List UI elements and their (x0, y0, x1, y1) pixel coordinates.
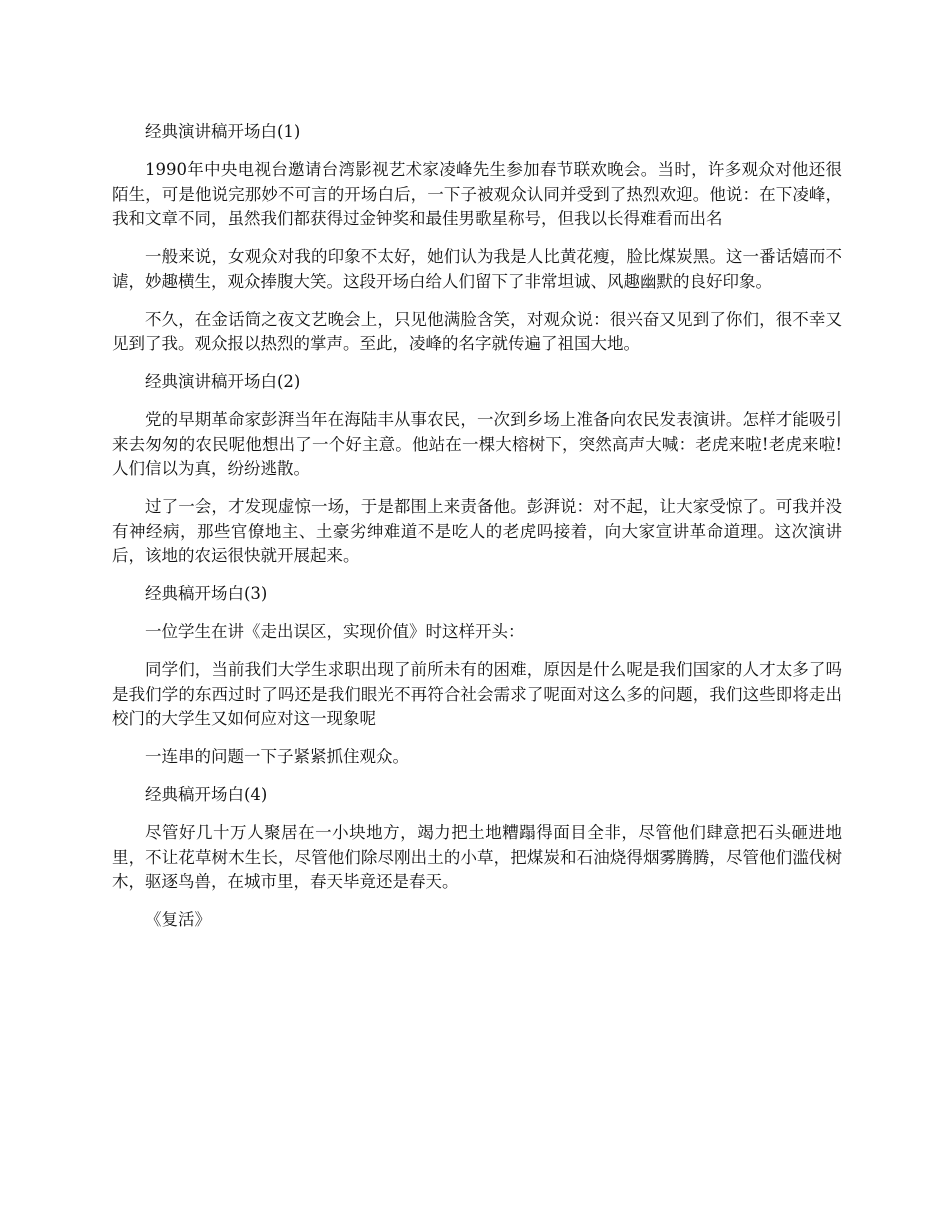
document-page (112, 120, 842, 946)
paragraph: 一般来说，女观众对我的印象不太好，她们认为我是人比黄花瘦，脸比煤炭黑。这一番话嬉而不谑，妙趣横生，观众捧腹大笑。这段开场白给人们留下了非常坦诚、风趣幽默的良好印象。 (112, 247, 842, 291)
section-heading-2: 经典演讲稿开场白(2) (145, 372, 301, 391)
paragraph: 尽管好几十万人聚居在一小块地方，竭力把土地糟蹋得面目全非，尽管他们肆意把石头砸进地里，不让花草树木生长，尽管他们除尽刚出土的小草，把煤炭和石油烧得烟雾腾腾，尽管他们滥伐树木，驱逐鸟兽，在城市里，春天毕竟还是春天。 (112, 823, 842, 891)
paragraph: 一连串的问题一下子紧紧抓住观众。 (145, 747, 409, 766)
section-heading-4: 经典稿开场白(4) (145, 785, 268, 804)
book-title: 《复活》 (145, 910, 211, 929)
paragraph: 过了一会，才发现虚惊一场，于是都围上来责备他。彭湃说：对不起，让大家受惊了。可我并没有神经病，那些官僚地主、土豪劣绅难道不是吃人的老虎吗接着，向大家宣讲革命道理。这次演讲后，该地的农运很快就开展起来。 (112, 497, 842, 565)
section-heading-1: 经典演讲稿开场白(1) (145, 122, 301, 141)
paragraph: 不久，在金话筒之夜文艺晚会上，只见他满脸含笑，对观众说：很兴奋又见到了你们，很不幸又见到了我。观众报以热烈的掌声。至此，凌峰的名字就传遍了祖国大地。 (112, 309, 842, 353)
section-heading-3: 经典稿开场白(3) (145, 584, 268, 603)
paragraph: 同学们，当前我们大学生求职出现了前所未有的困难，原因是什么呢是我们国家的人才太多了吗是我们学的东西过时了吗还是我们眼光不再符合社会需求了呢面对这么多的问题，我们这些即将走出校门的大学生又如何应对这一现象呢 (112, 660, 842, 728)
paragraph: 党的早期革命家彭湃当年在海陆丰从事农民，一次到乡场上准备向农民发表演讲。怎样才能吸引来去匆匆的农民呢他想出了一个好主意。他站在一棵大榕树下，突然高声大喊：老虎来啦!老虎来啦!人们信以为真，纷纷逃散。 (112, 410, 842, 478)
paragraph: 1990年中央电视台邀请台湾影视艺术家凌峰先生参加春节联欢晚会。当时，许多观众对他还很陌生，可是他说完那妙不可言的开场白后，一下子被观众认同并受到了热烈欢迎。他说：在下凌峰，我和文章不同，虽然我们都获得过金钟奖和最佳男歌星称号，但我以长得难看而出名 (112, 160, 842, 228)
paragraph: 一位学生在讲《走出误区，实现价值》时这样开头： (145, 622, 525, 641)
